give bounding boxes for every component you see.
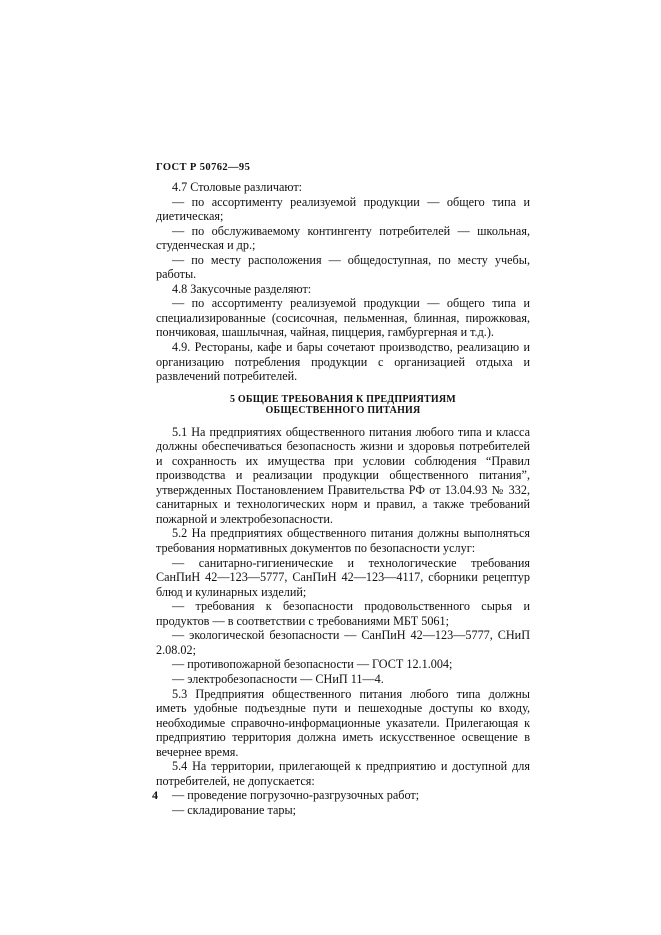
list-item: — по обслуживаемому контингенту потребителей — школьная, студенческая и др.; [156,223,530,253]
list-item: — по ассортименту реализуемой продукции — общего типа и диетическая; [156,194,530,224]
section-title-line2: ОБЩЕСТВЕННОГО ПИТАНИЯ [265,405,421,417]
clause-5-4: 5.4 На территории, прилегающей к предприятию и доступной для потребителей, не допускается: [156,759,530,788]
clause-5-2: 5.2 На предприятиях общественного питания должны выполняться требования нормативных документов по безопасности услуг: [156,526,530,556]
document-header: ГОСТ Р 50762—95 [156,162,251,173]
list-item: — проведение погрузочно-разгрузочных работ; [172,788,420,803]
list-item: — санитарно-гигиенические и технологические требования СанПиН 42—123—5777, СанПиН 42—123—4117, сборники рецептур блюд и кулинарных изделий; [156,555,530,599]
list-item: — требования к безопасности продовольственного сырья и продуктов — в соответствии с требованиями МБТ 5061; [156,599,530,628]
clause-4-7: 4.7 Столовые различают: [172,180,303,194]
clause-4-9: 4.9. Рестораны, кафе и бары сочетают производство, реализацию и организацию потребления продукции с организацией отдыха и развлечений потребителей. [156,340,530,384]
page-number: 4 [152,788,158,802]
list-item: — противопожарной безопасности — ГОСТ 12.1.004; [172,657,453,672]
list-item: — складирование тары; [172,802,297,817]
list-item: — электробезопасности — СНиП 11—4. [172,671,384,686]
list-item: — экологической безопасности — СанПиН 42—123—5777, СНиП 2.08.02; [156,628,530,657]
list-item: — по ассортименту реализуемой продукции — общего типа и специализированные (сосисочная, пельменная, блинная, пирожковая, пончиковая, шашлычная, чайная, пиццерия, гамбургерная и т.д.). [156,296,530,340]
clause-5-1: 5.1 На предприятиях общественного питания любого типа и класса должны обеспечиваться безопасность жизни и здоровья потребителей и сохранность их имущества при условии соблюдения “Правил производства и реализации продукции общественного питания”, утвержденных Постановлением Правительства РФ от 13.04.93 № 332, санитарных и технологических норм и правил, а также требований пожарной и электробезопасности. [156,424,530,526]
clause-4-8: 4.8 Закусочные разделяют: [172,281,312,296]
list-item: — по месту расположения — общедоступная, по месту учебы, работы. [156,252,530,282]
document-body [156,180,530,817]
section-title [156,394,530,417]
clause-5-3: 5.3 Предприятия общественного питания любого типа должны иметь удобные подъездные пути и пешеходные доступы ко входу, необходимые справочно-информационные указатели. Прилегающая к предприятию территория должна иметь искусственное освещение в вечернее время. [156,686,530,759]
section-title-line1: 5 ОБЩИЕ ТРЕБОВАНИЯ К ПРЕДПРИЯТИЯМ [230,393,456,405]
